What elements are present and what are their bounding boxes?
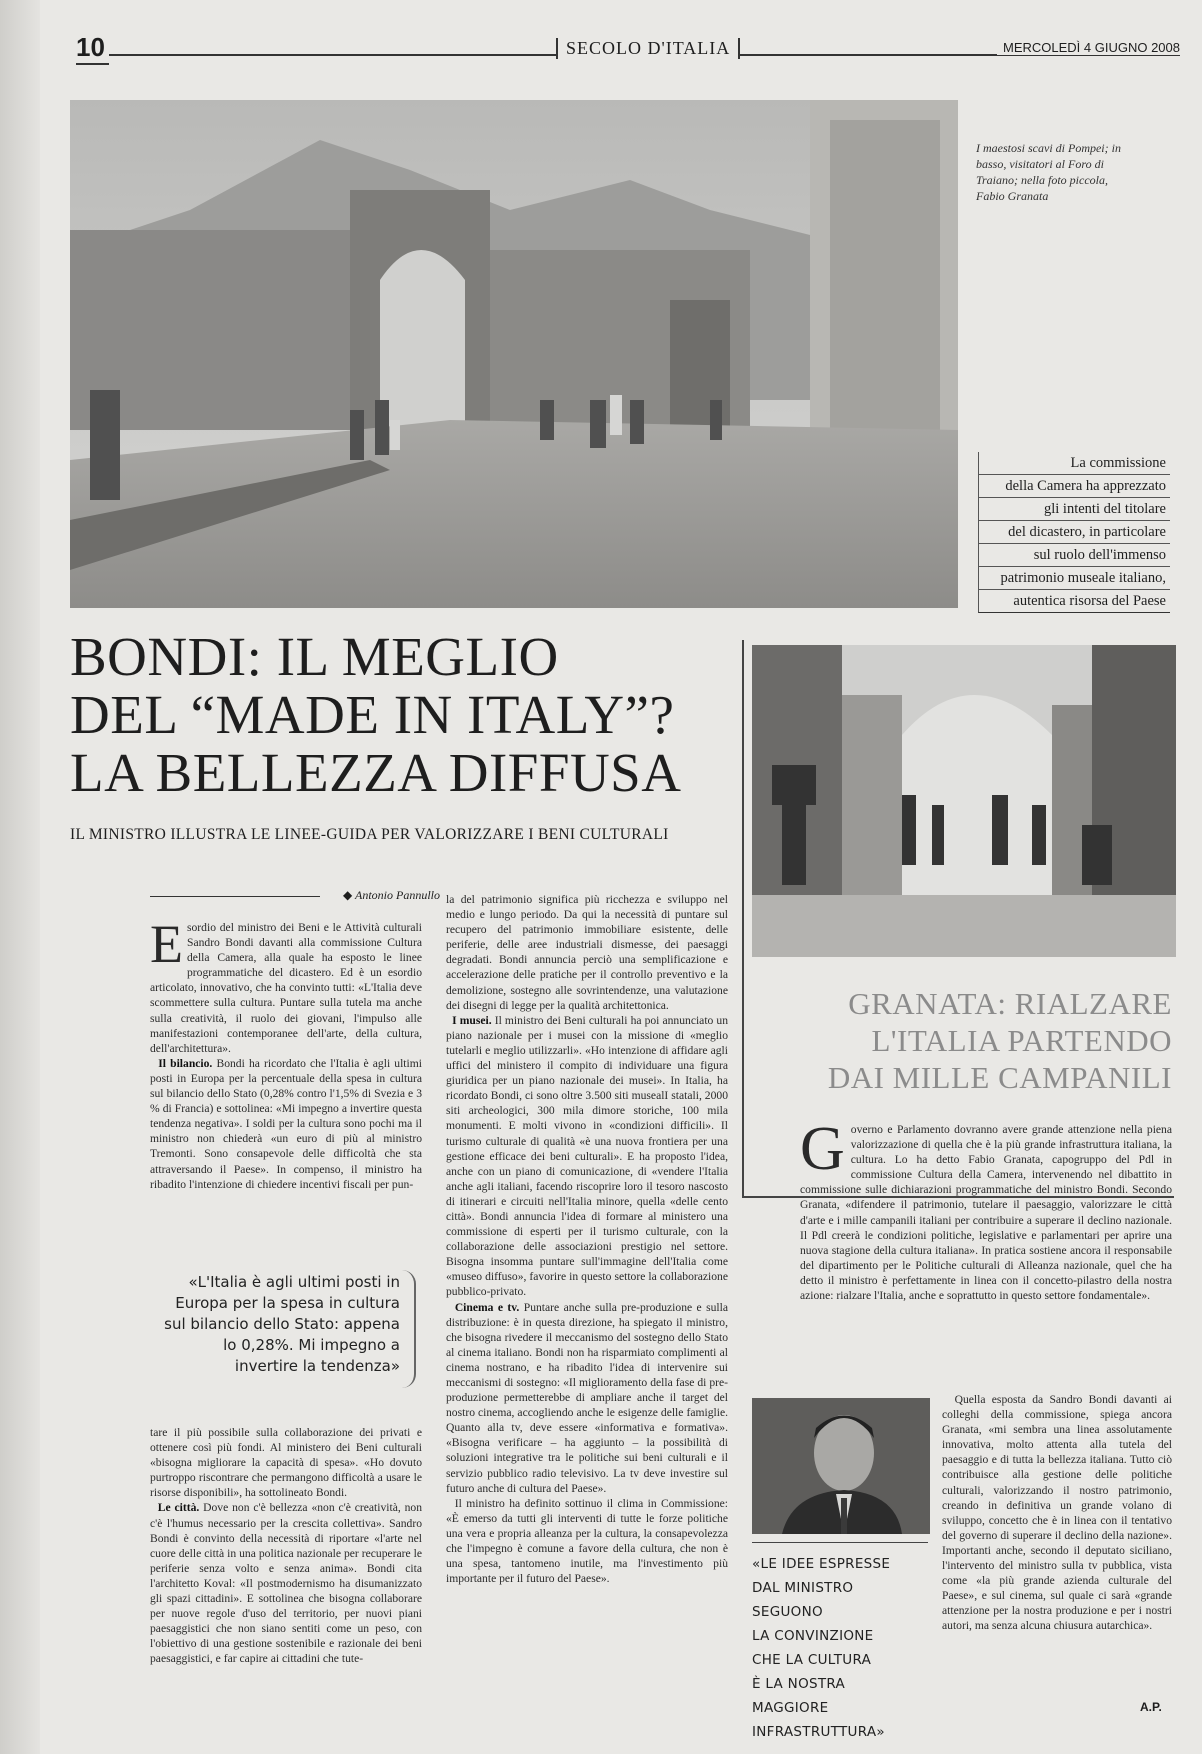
headline-line: BONDI: IL MEGLIO — [70, 626, 559, 687]
highlight-box — [978, 452, 1170, 613]
highlight-line: sul ruolo dell'immenso — [978, 544, 1170, 567]
sidebar-paragraph — [800, 1115, 1172, 1303]
section-heading: Le città. — [157, 1501, 200, 1515]
article-paragraph — [150, 1056, 422, 1192]
section-heading: I musei. — [452, 1013, 492, 1027]
sidebar-quote-rule — [752, 1542, 928, 1543]
article-column-2 — [446, 892, 728, 1586]
photo-fabio-granata — [752, 1398, 930, 1534]
sidebar-headline-line: GRANATA: RIALZARE — [848, 986, 1172, 1021]
highlight-line: patrimonio museale italiano, — [978, 567, 1170, 590]
section-heading: Cinema e tv. — [454, 1300, 520, 1314]
sidebar-paragraph — [942, 1392, 1172, 1634]
article-byline: ◆ Antonio Pannullo — [150, 888, 440, 903]
page-number: 10 — [76, 32, 109, 65]
highlight-line: La commissione — [978, 452, 1170, 475]
quote-line: LA CONVINZIONE — [752, 1628, 874, 1644]
sidebar-text-2 — [942, 1392, 1172, 1634]
pull-quote: «L'Italia è agli ultimi posti in Europa per la spesa in cultura sul bilancio dello Stato: appena lo 0,28%. Mi impegno a invertire la tendenza» — [164, 1273, 400, 1375]
article-paragraph — [150, 1500, 422, 1666]
quote-line: È LA NOSTRA MAGGIORE — [752, 1676, 846, 1716]
quote-bracket — [396, 1270, 416, 1388]
sidebar-headline-line: L'ITALIA PARTENDO — [871, 1023, 1172, 1058]
article-paragraph — [150, 914, 422, 1056]
paragraph-text: overno e Parlamento dovranno avere grande attenzione nella piena valorizzazione di quella che è la più grande infrastruttura italiana, la cultura. Lo ha detto Fabio Granata, capogruppo del Pdl in commissione Cultura della Camera, intervenendo nel dibattito in commissione sulle dichiarazioni programmatiche del ministro Bondi. Secondo Granata, «difendere il patrimonio, tutelare il paesaggio, valorizzare le città d'arte e i mille campanili italiani per contribuire a superare il declino nazionale. Il Pdl creerà le condizioni politiche, legislative e parlamentari per aprire una nuova stagione della cultura italiana». In pratica sostiene ancora il responsabile del dipartimento per le Politiche culturali di Alleanza nazionale, quel che ha detto il ministro è perfettamente in linea con il concetto-pilastro della nostra azione: rialzare l'Italia, anche e soprattutto in questo settore fondamentale». — [800, 1123, 1172, 1303]
paragraph-text: Bondi ha ricordato che l'Italia è agli ultimi posti in Europa per la percentuale della spesa in cultura sul bilancio dello Stato (0,28% contro l'1,5% di Svezia e 3 % di Francia) e sottolinea: «Mi impegno a invertire questa tendenza negativa». I soldi per la cultura sono pochi ma il ministro non chiederà «un euro di più al ministro Tremonti. Sono consapevole delle difficoltà che sta attraversando il Paese». In compenso, il ministro ha ribadito l'intenzione di chiedere incentivi fiscali per pun- — [150, 1056, 422, 1191]
article-column-1-bottom — [150, 1425, 422, 1667]
sidebar-pull-quote — [752, 1552, 922, 1744]
photo-pompeii — [70, 100, 958, 608]
paragraph-text: Quella esposta da Sandro Bondi davanti ai colleghi della commissione, spiega ancora Granata, «mi sembra una linea assolutamente innovativa, molto attenta alla tutela del paesaggio e di tutta la bellezza italiana. Tutto ciò contribuisce alla gestione delle politiche culturali, valorizzando il nostro patrimonio, creando in definitiva un grande volano di sviluppo, concetto che è in linea con il tentativo del governo di superare il declino della nazione». Importanti anche, secondo il deputato siciliano, l'intervento del ministro sulla tv pubblica, vista come «la più grande azienda culturale del Paese», e sul cinema, sul quale ci sarà «grande attenzione per la nostra produzione e per i nostri autori, ma senza alcuna chiusura autarchica». — [942, 1393, 1172, 1633]
page-header — [76, 30, 1180, 62]
quote-line: «LE IDEE ESPRESSE — [752, 1556, 891, 1572]
article-paragraph: la del patrimonio significa più ricchezza e sviluppo nel medio e lungo periodo. Da qui la necessità di puntare sul recupero del patrimonio immobiliare esistente, delle periferie, delle aree industriali dismesse, dei paesaggi degradati. Bondi annuncia perciò una semplificazione e accelerazione delle pratiche per il controllo preventivo e la demolizione, sostegno alle sovrintendenze, una valutazione dei disegni di legge per la qualità architettonica. — [446, 893, 728, 1012]
article-paragraph: tare il più possibile sulla collaborazione dei privati e ottenere così più fondi. Al ministero dei Beni culturali «bisogna migliorare la capacità di spesa». «Ho dovuto purtroppo riscontrare che permangono difficoltà a usare le risorse disponibili», ha sottolineato Bondi. — [150, 1426, 422, 1500]
paragraph-text: Il ministro dei Beni culturali ha poi annunciato un piano nazionale per i musei con la missione di «meglio tutelarli e meglio utilizzarli». «Ho intenzione di affidare agli uffici del ministero il compito di individuare una figura giuridica per un piano nazionale dei musei». In Italia, ha ricordato Bondi, ci sono oltre 3.500 siti musealI statali, 2000 siti archeologici, 300 mila dimore storiche, 100 mila monumenti. E molti vivono in «condizioni difficili». Il turismo culturale di qualità «è una nuova frontiera per una gestione efficace dei beni culturali». E ha proposto l'idea, anche con un piano di comunicazione, di «vendere l'Italia anche agli italiani, facendo riscoprire loro il tesoro nascosto di itinerari e circuiti nell'Italia minore, quella «delle cento città». Bondi annuncia l'idea di formare al ministero una commissione di esperti per il turismo culturale, con la collaborazione delle associazioni prestigio nel settore. Bisogna insomma puntare sull'immagine dell'Italia come «museo diffuso», favorire in questo settore la collaborazione pubblico-privato. — [446, 1013, 729, 1299]
article-paragraph — [446, 1013, 728, 1300]
sidebar-text — [800, 1115, 1172, 1303]
paragraph-text: Il ministro ha definito sottinuo il clima in Commissione: «È emerso da tutti gli interventi di tutte le forze politiche una vera e propria alleanza per la cultura, la consapevolezza che l'impegno è comune a favore della cultura, che non è una spesa, tantomeno inutile, ma l'investimento più importante per il futuro del Paese». — [446, 1496, 729, 1586]
paragraph-text: Dove non c'è bellezza «non c'è creatività, non c'è l'humus necessario per la crescita collettiva». Sandro Bondi è convinto della necessità di riportare «l'arte nel cuore delle città in una politica nazionale per recuperare le periferie senza volto e senza anima». Bondi cita l'architetto Koval: «Il postmodernismo ha disumanizzato gli spazi cittadini». E sottolinea che bisogna collaborare per nuove regole d'uso del territorio, per nuovi piani paesaggistici che non siano sentiti come un peso, con l'obiettivo di una gestione sostenibile e razionale dei beni paesaggistici, e far capire ai cittadini che tute- — [150, 1501, 423, 1666]
headline-line: LA BELLEZZA DIFFUSA — [70, 742, 682, 803]
sidebar-headline — [760, 985, 1172, 1096]
highlight-line: autentica risorsa del Paese — [978, 590, 1170, 613]
photo-caption: I maestosi scavi di Pompei; in basso, visitatori al Foro di Traiano; nella foto piccola, Fabio Granata — [976, 141, 1121, 203]
quote-line: CHE LA CULTURA — [752, 1652, 872, 1668]
sidebar-headline-line: DAI MILLE CAMPANILI — [827, 1060, 1172, 1095]
article-paragraph — [446, 1300, 728, 1496]
paragraph-text: sordio del ministro dei Beni e le Attività culturali Sandro Bondi davanti alla commissione Cultura della Camera, alla quale ha esposto le linee programmatiche del dicastero. Ed è un esordio articolato, innovativo, che ha convinto tutti: «L'Italia deve scommettere sulla cultura. Puntare sulla tutela ma anche sulla creatività, il ruolo dei giovani, l'impulso alle manifestazioni contemporanee dell'arte, della cultura, dell'architettura». — [150, 921, 422, 1055]
drop-cap: E — [150, 914, 183, 974]
article-subheadline: IL MINISTRO ILLUSTRA LE LINEE-GUIDA PER VALORIZZARE I BENI CULTURALI — [70, 826, 669, 843]
article-column-1-top — [150, 914, 422, 1192]
quote-line: INFRASTRUTTURA» — [752, 1724, 885, 1740]
newspaper-name: SECOLO D'ITALIA — [556, 38, 740, 59]
highlight-line: del dicastero, in particolare — [978, 521, 1170, 544]
article-headline — [70, 628, 750, 802]
page-binding-shadow — [0, 0, 40, 1754]
section-heading: Il bilancio. — [158, 1056, 213, 1070]
quote-line: DAL MINISTRO SEGUONO — [752, 1580, 854, 1620]
issue-date: MERCOLEDÌ 4 GIUGNO 2008 — [997, 40, 1180, 55]
highlight-line: gli intenti del titolare — [978, 498, 1170, 521]
headline-line: DEL “MADE IN ITALY”? — [70, 684, 675, 745]
paragraph-text: Puntare anche sulla pre-produzione e sulla distribuzione: è in questa direzione, ha spiegato il ministro, che bisogna rivedere il meccanismo del sostegno dello Stato al cinema italiano. Bondi non ha risparmiato complimenti al cinema nostrano, e ha ribadito l'idea di intervenire sui meccanismi di sostegno: «Il miglioramento della fase di pre-produzione permetterebbe di ampliare anche il target del nostro cinema, accogliendo anche le esigenze delle famiglie. Quanto alla tv, deve essere «informativa e formativa». «Bisogna verificare – ha aggiunto – la possibilità di soluzioni integrative tra le politiche sui beni culturali e il servizio pubblico radio televisivo. La tv deve investire sul futuro anche di cultura del Paese». — [446, 1300, 728, 1495]
author-name: Antonio Pannullo — [355, 888, 440, 902]
author-initials: A.P. — [1140, 1700, 1162, 1714]
article-paragraph — [446, 1496, 728, 1587]
sidebar-drop-cap: G — [800, 1115, 845, 1183]
highlight-line: della Camera ha apprezzato — [978, 475, 1170, 498]
